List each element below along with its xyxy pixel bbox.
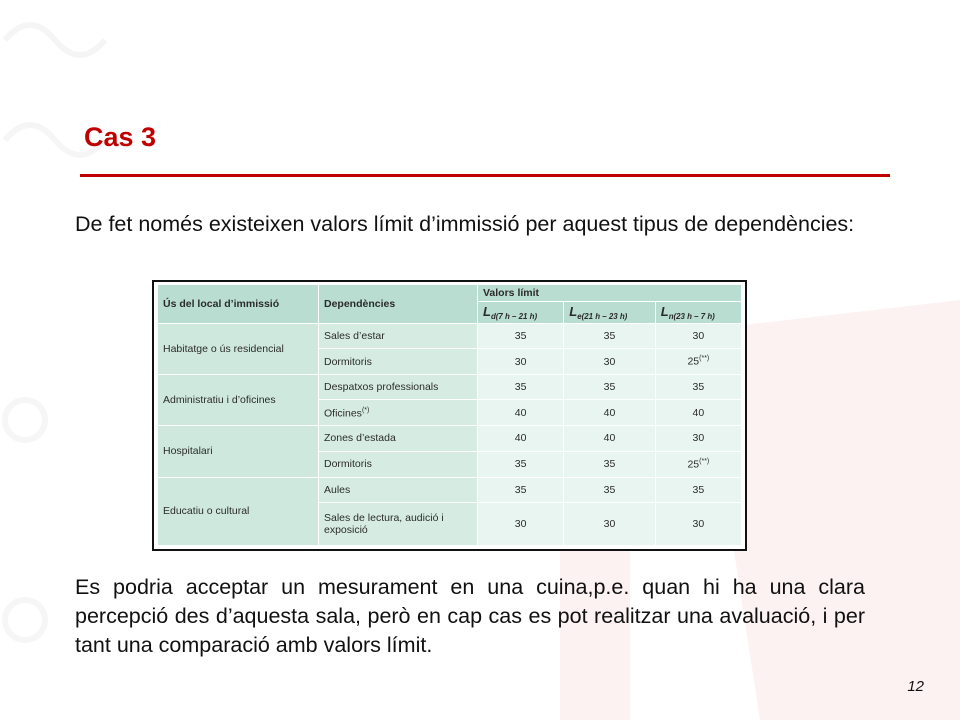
limit-value-cell: 35 bbox=[478, 375, 564, 400]
limit-value-cell: 35 bbox=[655, 477, 741, 502]
closing-paragraph: Es podria acceptar un mesurament en una cuina,p.e. quan hi ha una clara percepció des d’aquesta sala, però en cap cas es pot realitzar una avaluació, i per tant una comparació amb valors límit. bbox=[75, 575, 865, 657]
slide-title: Cas 3 bbox=[84, 122, 157, 152]
limit-value-cell: 30 bbox=[655, 426, 741, 451]
limit-value-cell: 35 bbox=[564, 451, 655, 477]
limit-value-cell: 30 bbox=[655, 323, 741, 348]
dependency-cell: Dormitoris bbox=[319, 349, 478, 375]
limit-value-cell: 35 bbox=[478, 451, 564, 477]
use-cell: Educatiu o cultural bbox=[158, 477, 319, 545]
watermark-shape bbox=[5, 600, 45, 640]
limit-value-cell: 30 bbox=[564, 502, 655, 545]
limit-value-cell: 35 bbox=[564, 477, 655, 502]
period-symbol: L bbox=[569, 304, 578, 319]
dependency-cell: Oficines(*) bbox=[319, 400, 478, 426]
limit-value-cell: 35 bbox=[564, 375, 655, 400]
dependency-cell: Despatxos professionals bbox=[319, 375, 478, 400]
limit-value-cell: 30 bbox=[478, 349, 564, 375]
limit-value-cell: 40 bbox=[478, 400, 564, 426]
immission-limits-table bbox=[157, 284, 742, 546]
period-symbol: L bbox=[660, 304, 669, 319]
limit-value-cell: 30 bbox=[564, 349, 655, 375]
period-range: d(7 h – 21 h) bbox=[490, 311, 538, 321]
table-row bbox=[158, 323, 742, 348]
limit-value-cell: 30 bbox=[655, 502, 741, 545]
limits-table-frame bbox=[152, 280, 747, 551]
limit-value-cell: 35 bbox=[564, 323, 655, 348]
watermark-shape bbox=[5, 25, 105, 55]
dependency-cell: Sales de lectura, audició i exposició bbox=[319, 502, 478, 545]
dependency-cell: Dormitoris bbox=[319, 451, 478, 477]
header-period bbox=[655, 302, 741, 324]
limit-value-cell: 25(**) bbox=[655, 451, 741, 477]
use-cell: Hospitalari bbox=[158, 426, 319, 477]
use-cell: Administratiu i d’oficines bbox=[158, 375, 319, 426]
limit-value-cell: 35 bbox=[478, 323, 564, 348]
intro-paragraph: De fet només existeixen valors límit d’immissió per aquest tipus de dependències: bbox=[75, 212, 855, 236]
header-dependencies: Dependències bbox=[319, 285, 478, 324]
limit-value-cell: 40 bbox=[478, 426, 564, 451]
header-limit-values: Valors límit bbox=[478, 285, 742, 302]
header-period bbox=[478, 302, 564, 324]
dependency-cell: Sales d’estar bbox=[319, 323, 478, 348]
title-underline bbox=[80, 174, 890, 177]
table-row bbox=[158, 375, 742, 400]
page-number: 12 bbox=[907, 678, 924, 695]
limit-value-cell: 35 bbox=[655, 375, 741, 400]
limit-value-cell: 40 bbox=[564, 426, 655, 451]
watermark-shape bbox=[5, 400, 45, 440]
table-row bbox=[158, 477, 742, 502]
use-cell: Habitatge o ús residencial bbox=[158, 323, 319, 374]
limit-value-cell: 35 bbox=[478, 477, 564, 502]
limit-value-cell: 40 bbox=[564, 400, 655, 426]
header-use: Ús del local d’immissió bbox=[158, 285, 319, 324]
limit-value-cell: 25(**) bbox=[655, 349, 741, 375]
period-symbol: L bbox=[483, 304, 491, 319]
table-row bbox=[158, 426, 742, 451]
footnote-mark: (**) bbox=[699, 457, 710, 465]
limit-value-cell: 30 bbox=[478, 502, 564, 545]
limit-value-cell: 40 bbox=[655, 400, 741, 426]
footnote-mark: (**) bbox=[699, 355, 710, 363]
dependency-cell: Aules bbox=[319, 477, 478, 502]
table-body bbox=[158, 323, 742, 545]
footnote-mark: (*) bbox=[361, 406, 370, 414]
period-range: e(21 h – 23 h) bbox=[577, 311, 628, 321]
dependency-cell: Zones d’estada bbox=[319, 426, 478, 451]
period-range: n(23 h – 7 h) bbox=[668, 311, 715, 321]
header-period bbox=[564, 302, 655, 324]
